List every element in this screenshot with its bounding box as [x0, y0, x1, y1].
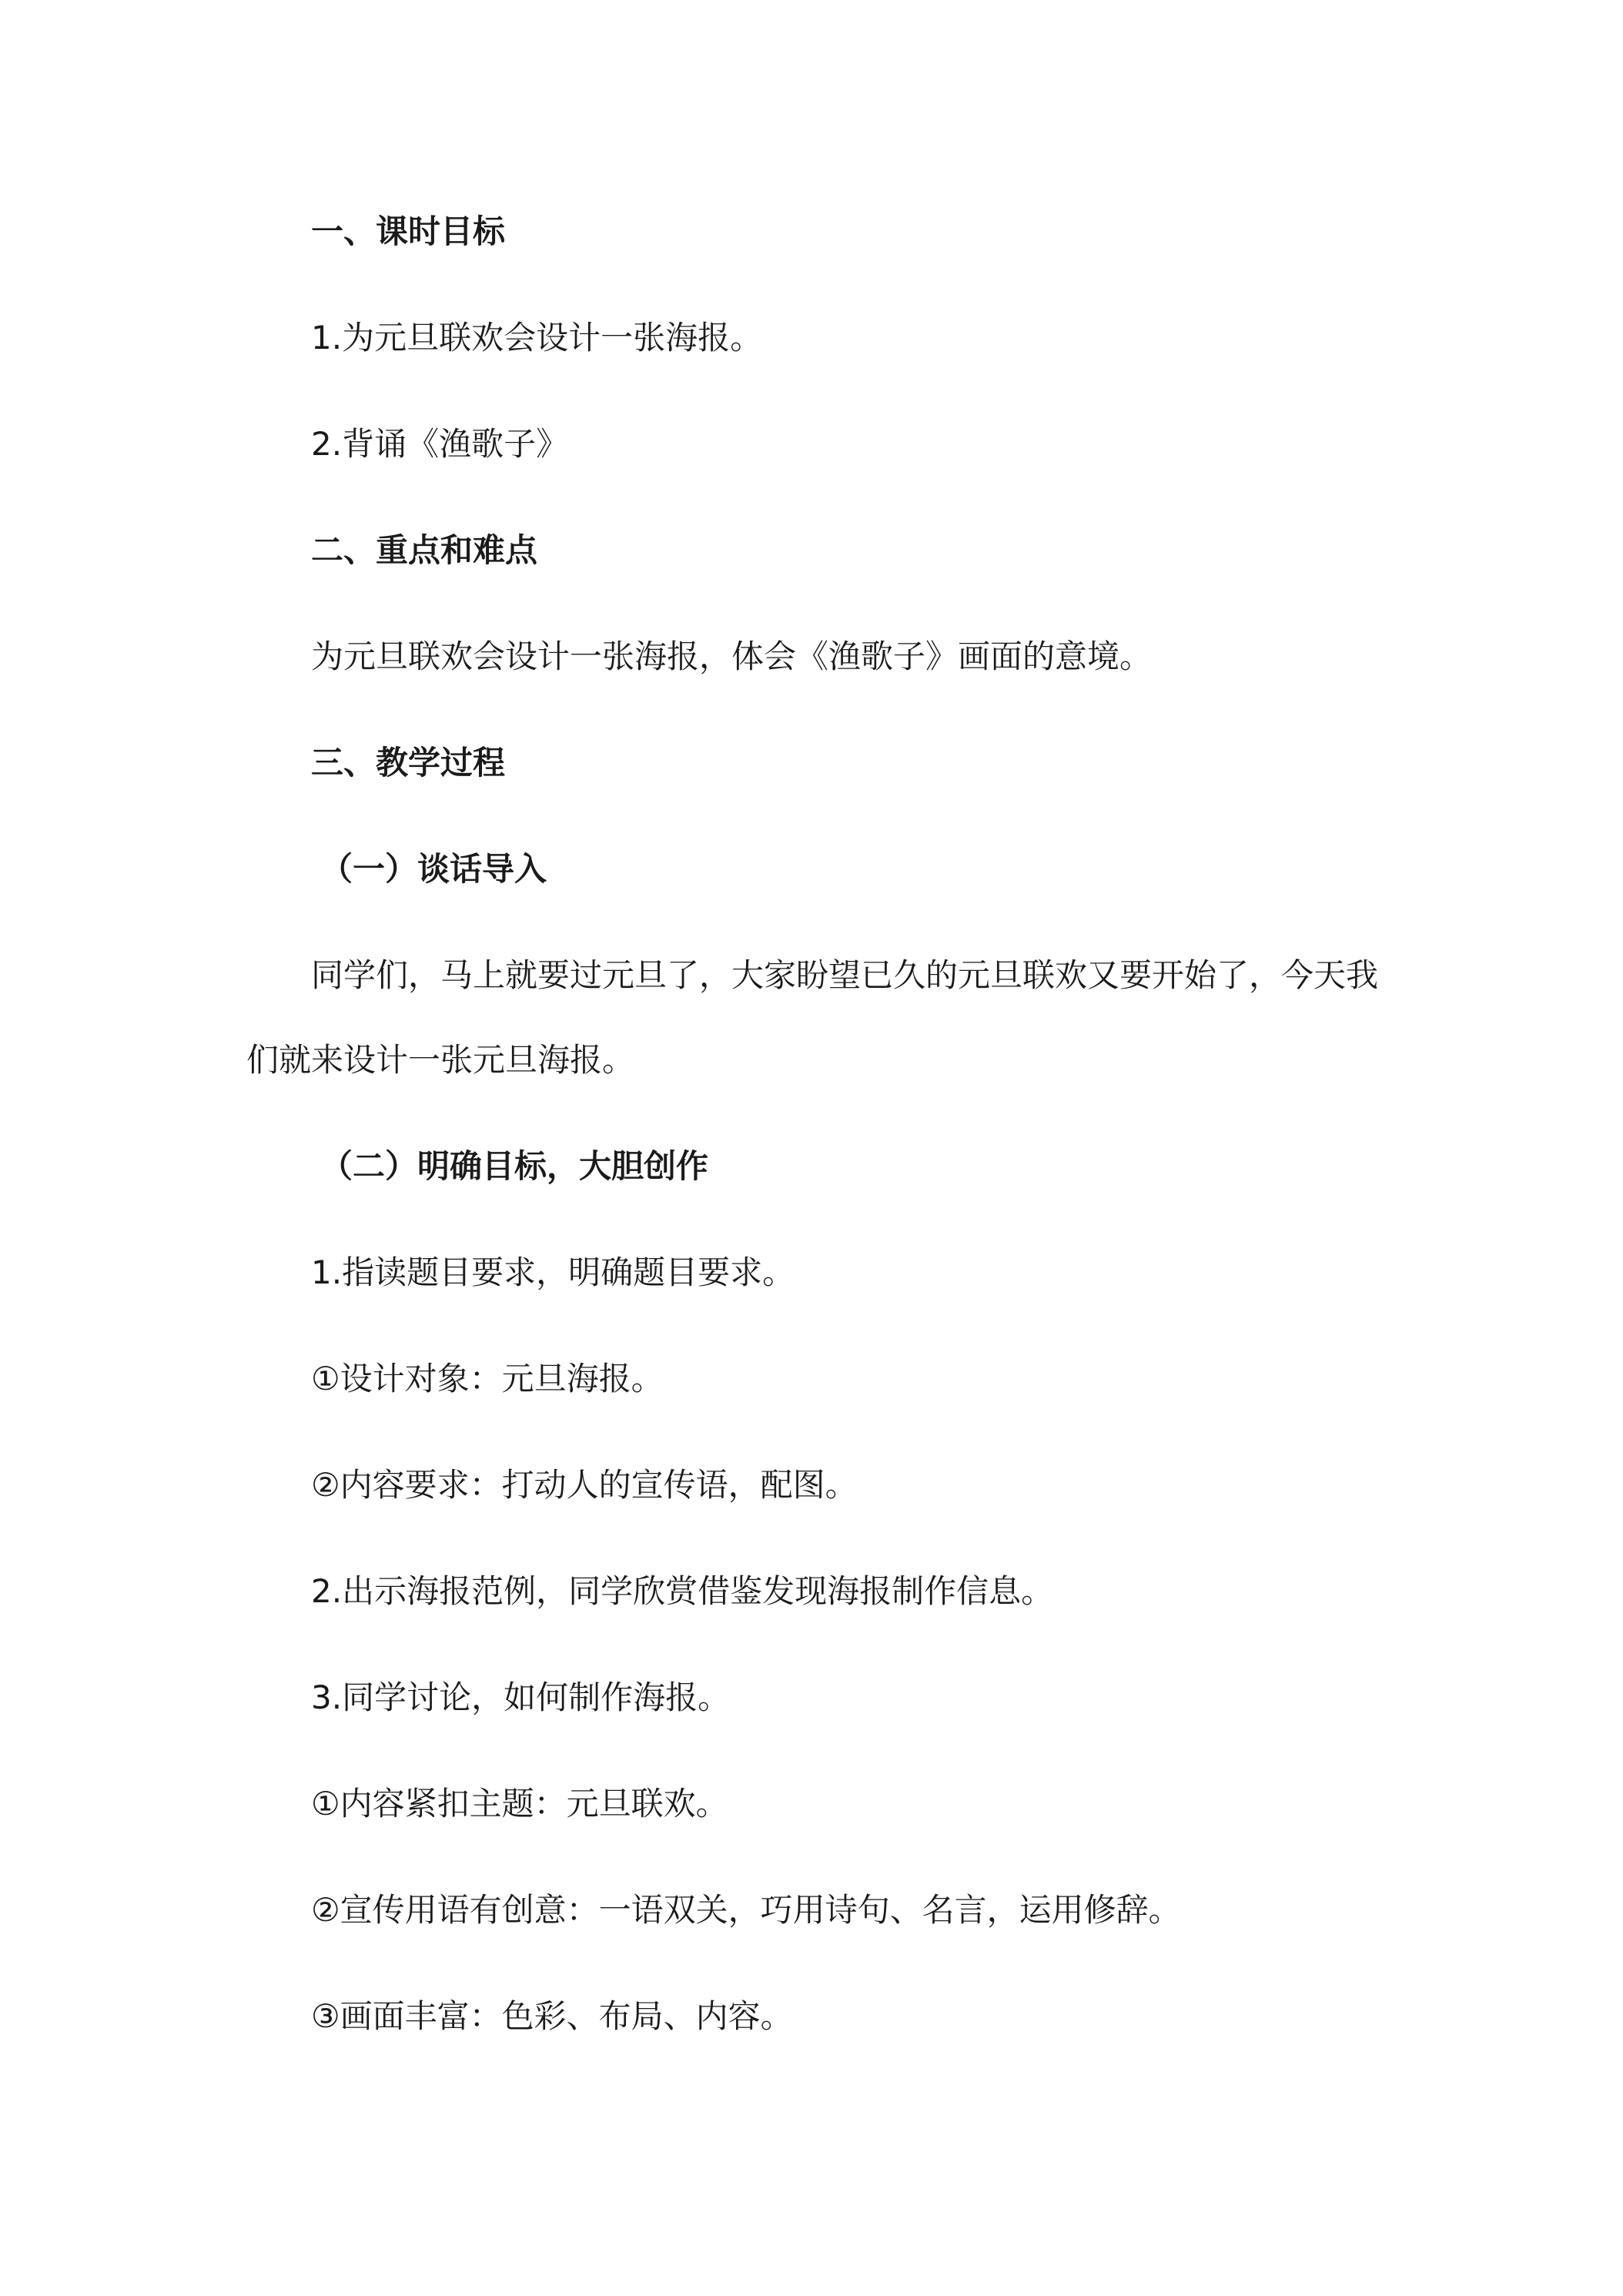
paragraph-step-1b: ②内容要求：打动人的宣传语，配图。	[311, 1466, 858, 1504]
subsection-heading-intro: （一）谈话导入	[320, 850, 547, 888]
paragraph-intro-line-2: 们就来设计一张元旦海报。	[246, 1041, 635, 1079]
paragraph-goal-2: 2.背诵《渔歌子》	[311, 425, 569, 463]
section-heading-process: 三、教学过程	[311, 744, 506, 782]
section-heading-key-points: 二、重点和难点	[311, 531, 538, 569]
paragraph-step-1: 1.指读题目要求，明确题目要求。	[311, 1253, 795, 1291]
paragraph-step-2: 2.出示海报范例，同学欣赏借鉴发现海报制作信息。	[311, 1572, 1054, 1610]
paragraph-step-3: 3.同学讨论，如何制作海报。	[311, 1678, 731, 1716]
section-heading-goals: 一、课时目标	[311, 213, 506, 250]
paragraph-step-3c: ③画面丰富：色彩、布局、内容。	[311, 1997, 793, 2035]
paragraph-intro-line-1: 同学们，马上就要过元旦了，大家盼望已久的元旦联欢又要开始了，今天我	[311, 956, 1379, 994]
document-body	[246, 208, 1386, 2040]
subsection-heading-goals-creation: （二）明确目标，大胆创作	[320, 1147, 709, 1185]
paragraph-key-points: 为元旦联欢会设计一张海报，体会《渔歌子》画面的意境。	[311, 638, 1153, 675]
paragraph-step-1a: ①设计对象：元旦海报。	[311, 1360, 664, 1397]
paragraph-goal-1: 1.为元旦联欢会设计一张海报。	[311, 319, 763, 356]
paragraph-step-3a: ①内容紧扣主题：元旦联欢。	[311, 1785, 728, 1822]
paragraph-step-3b: ②宣传用语有创意：一语双关，巧用诗句、名言，运用修辞。	[311, 1891, 1181, 1929]
